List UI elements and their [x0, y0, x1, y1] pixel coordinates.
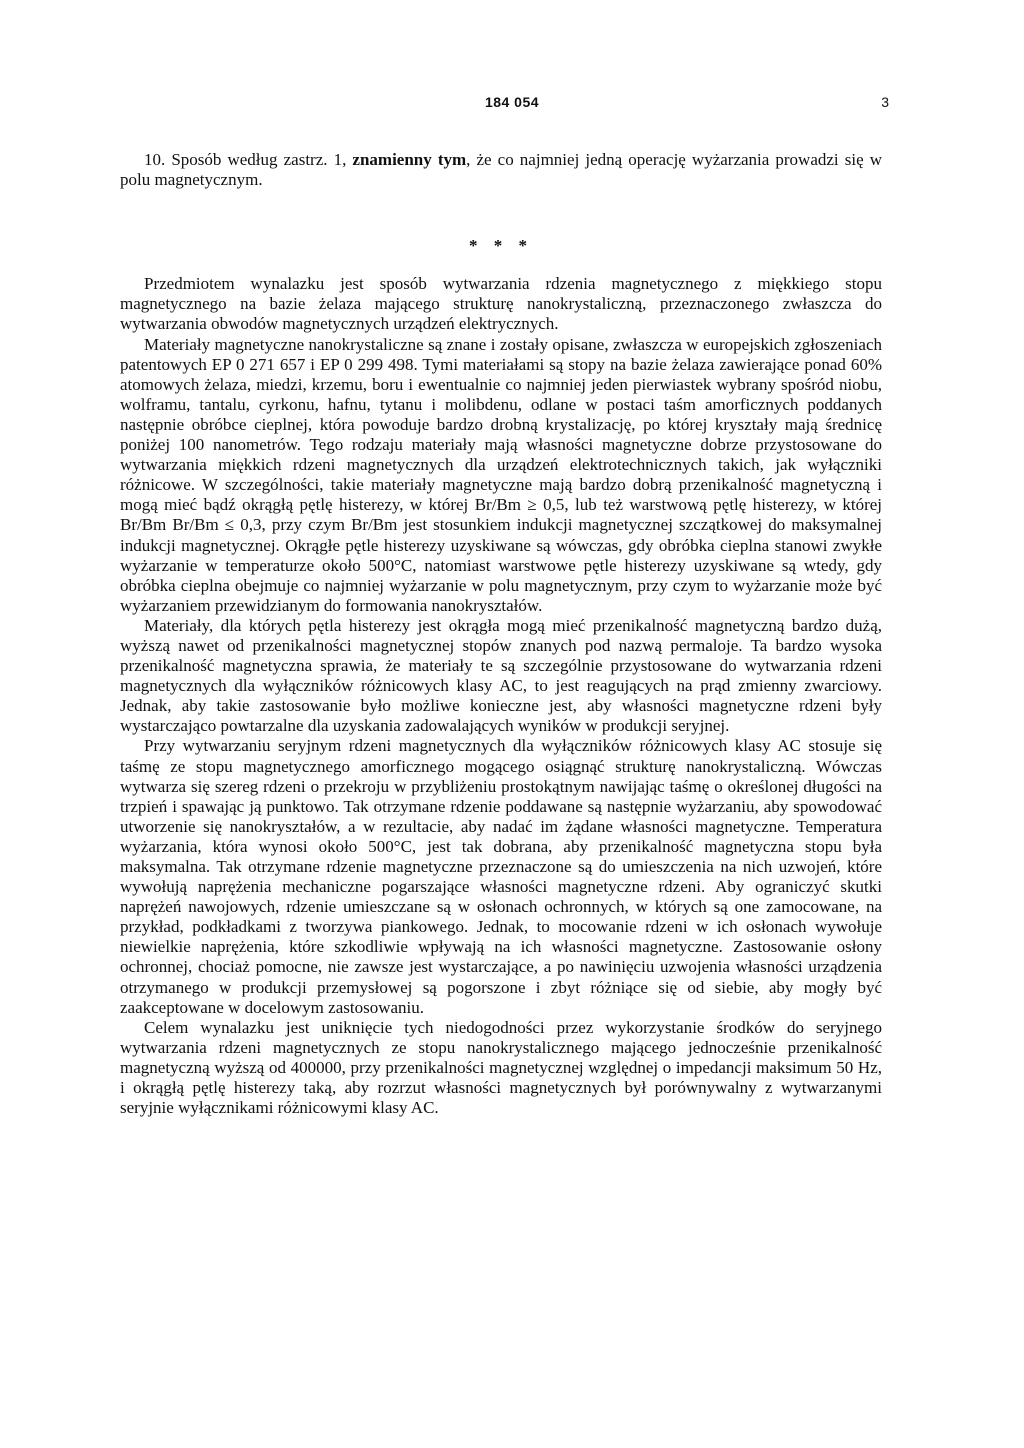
- paragraph: Celem wynalazku jest uniknięcie tych niedogodności przez wykorzystanie środków do seryjnego wytwarzania rdzeni magnetycznych ze stopu nanokrystalicznego mającego jednocześnie przenikalność magnetyczną wyższą od 400000, przy przenikalności magnetycznej względnej o impedancji maksimum 50 Hz, i okrągłą pętlę histerezy taką, aby rozrzut własności magnetycznych był porównywalny z wytwarzanymi seryjnie wyłącznikami różnicowymi klasy AC.: [120, 1017, 882, 1118]
- claim-10: [120, 150, 882, 190]
- document-body: [120, 150, 882, 1118]
- claim-keyword: znamienny tym: [352, 150, 467, 169]
- claim-prefix: 10. Sposób według zastrz. 1,: [144, 150, 353, 169]
- paragraph: Przedmiotem wynalazku jest sposób wytwarzania rdzenia magnetycznego z miękkiego stopu magnetycznego na bazie żelaza mającego strukturę nanokrystaliczną, przeznaczonego zwłaszcza do wytwarzania obwodów magnetycznych urządzeń elektrycznych.: [120, 274, 882, 334]
- paragraph: Materiały magnetyczne nanokrystaliczne są znane i zostały opisane, zwłaszcza w europejskich zgłoszeniach patentowych EP 0 271 657 i EP 0 299 498. Tymi materiałami są stopy na bazie żelaza zawierające ponad 60% atomowych żelaza, miedzi, krzemu, boru i ewentualnie co najmniej jeden pierwiastek wybrany spośród niobu, wolframu, tantalu, cyrkonu, hafnu, tytanu i molibdenu, odlane w postaci taśm amorficznych poddanych następnie obróbce cieplnej, która powoduje bardzo drobną krystalizację, po której kryształy mają średnicę poniżej 100 nanometrów. Tego rodzaju materiały mają własności magnetyczne dobrze przystosowane do wytwarzania miękkich rdzeni magnetycznych dla urządzeń elektrotechnicznych takich, jak wyłączniki różnicowe. W szczególności, takie materiały magnetyczne mają bardzo dobrą przenikalność magnetyczną i mogą mieć bądź okrągłą pętlę histerezy, w której Br/Bm ≥ 0,5, lub też warstwową pętlę histerezy, w której Br/Bm Br/Bm ≤ 0,3, przy czym Br/Bm jest stosunkiem indukcji magnetycznej szczątkowej do maksymalnej indukcji magnetycznej. Okrągłe pętle histerezy uzyskiwane są wówczas, gdy obróbka cieplna stanowi zwykłe wyżarzanie w temperaturze około 500°C, natomiast warstwowe pętle histerezy uzyskiwane są wtedy, gdy obróbka cieplna obejmuje co najmniej wyżarzanie w polu magnetycznym, przy czym to wyżarzanie może być wyżarzaniem przewidzianym do formowania nanokryształów.: [120, 334, 882, 615]
- page-header: [0, 94, 1024, 116]
- claim-suffix: , że co najmniej jedną operację wyżarzania prowadzi się w polu magnetycznym.: [120, 150, 882, 190]
- section-separator: * * *: [469, 236, 533, 256]
- paragraph: Przy wytwarzaniu seryjnym rdzeni magnetycznych dla wyłączników różnicowych klasy AC stosuje się taśmę ze stopu magnetycznego amorficznego mogącego osiągnąć strukturę nanokrystaliczną. Wówczas wytwarza się szereg rdzeni o przekroju w przybliżeniu prostokątnym nawijając taśmę o określonej długości na trzpień i spawając ją punktowo. Tak otrzymane rdzenie poddawane są następnie wyżarzaniu, aby spowodować utworzenie się nanokryształów, a w rezultacie, aby nadać im żądane własności magnetyczne. Temperatura wyżarzania, która wynosi około 500°C, jest tak dobrana, aby przenikalność magnetyczna stopu była maksymalna. Tak otrzymane rdzenie magnetyczne przeznaczone są do umieszczenia na nich uzwojeń, które wywołują naprężenia mechaniczne pogarszające własności magnetyczne rdzeni. Aby ograniczyć skutki naprężeń nawojowych, rdzenie umieszczane są w osłonach ochronnych, w których są one zamocowane, na przykład, podkładkami z tworzywa piankowego. Jednak, to mocowanie rdzeni w ich osłonach wywołuje niewielkie naprężenia, które szkodliwie wpływają na ich własności magnetyczne. Zastosowanie osłony ochronnej, chociaż pomocne, nie zawsze jest wystarczające, a po nawinięciu uzwojenia własności urządzenia otrzymanego w produkcji przemysłowej są pogorszone i zbyt różniące się od siebie, aby mogły być zaakceptowane w docelowym zastosowaniu.: [120, 736, 882, 1017]
- document-number: 184 054: [484, 94, 540, 110]
- paragraph: Materiały, dla których pętla histerezy jest okrągła mogą mieć przenikalność magnetyczną bardzo dużą, wyższą nawet od przenikalności magnetycznej stopów znanych pod nazwą permaloje. Ta bardzo wysoka przenikalność magnetyczna sprawia, że materiały te są szczególnie przystosowane do wytwarzania rdzeni magnetycznych dla wyłączników różnicowych klasy AC, to jest reagujących na prąd zmienny zwarciowy. Jednak, aby takie zastosowanie było możliwe konieczne jest, aby własności magnetyczne rdzeni były wystarczająco powtarzalne dla uzyskania zadowalających wyników w produkcji seryjnej.: [120, 615, 882, 736]
- page-number: 3: [881, 94, 889, 110]
